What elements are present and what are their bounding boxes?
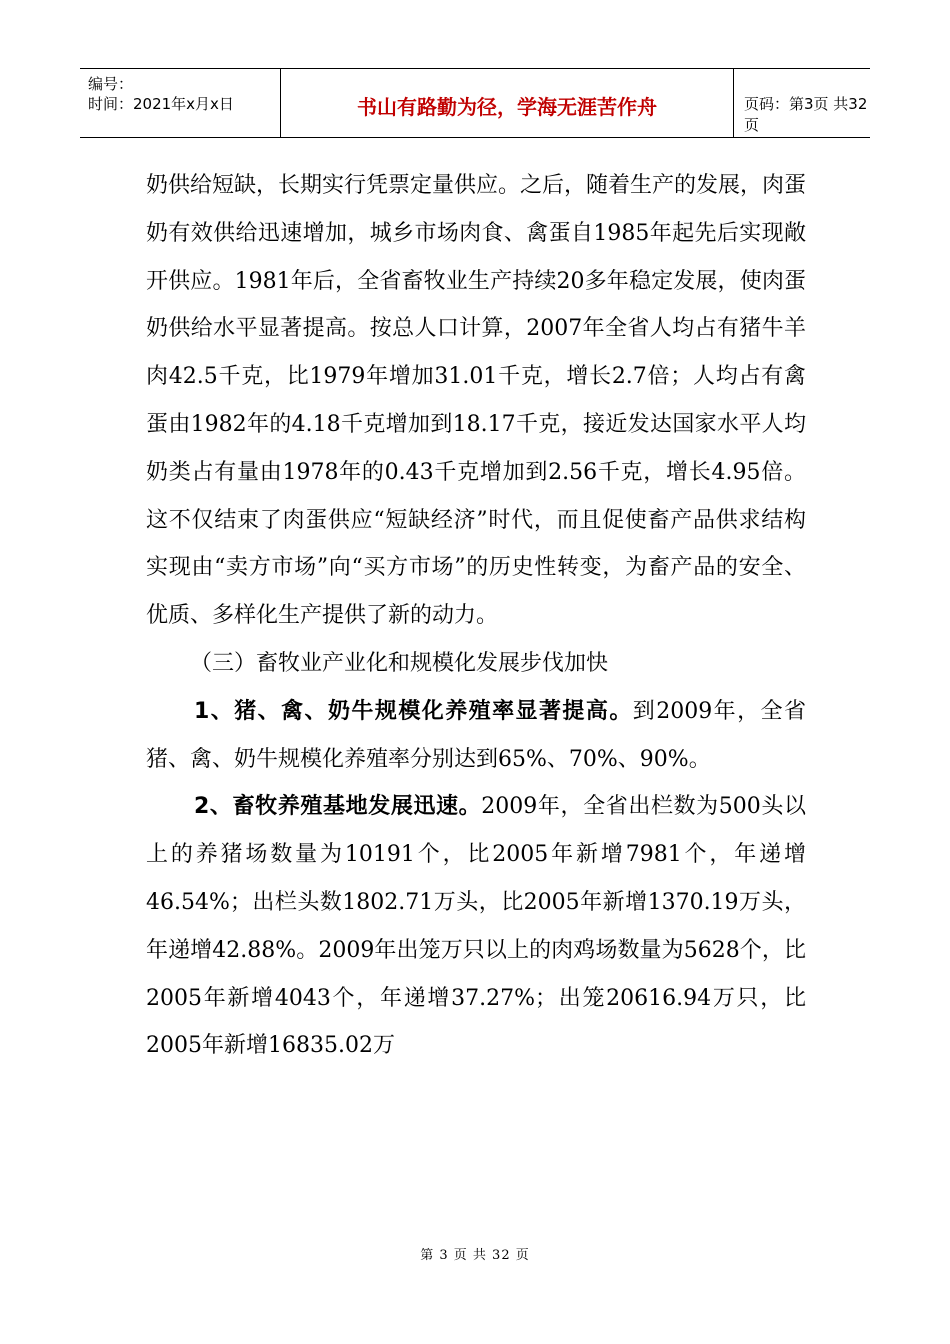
body-paragraph-item-1 — [146, 688, 806, 784]
page-header — [80, 68, 870, 138]
header-motto: 书山有路勤为径，学海无涯苦作舟 — [357, 95, 657, 119]
document-number-label: 编号： — [88, 75, 134, 93]
item-1-text: 到2009年，全省猪、禽、奶牛规模化养殖率分别达到65%、70%、90%。 — [146, 698, 806, 772]
body-paragraph-item-2 — [146, 783, 806, 1070]
document-time-label: 时间：2021年x月x日 — [88, 95, 234, 113]
page-footer: 第 3 页 共 32 页 — [420, 1248, 530, 1263]
document-body — [146, 162, 806, 1070]
header-page-label: 页码：第3页 共32页 — [744, 95, 868, 134]
section-subheading: （三）畜牧业产业化和规模化发展步伐加快 — [190, 650, 609, 676]
header-page-cell — [734, 69, 870, 137]
header-motto-cell — [281, 69, 734, 137]
item-2-text: 2009年，全省出栏数为500头以上的养猪场数量为10191个，比2005年新增7981个，年递增46.54%；出栏头数1802.71万头，比2005年新增1370.19万头，年递增42.88%。2009年出笼万只以上的肉鸡场数量为5628个，比2005年新增4043个，年递增37.27%；出笼20616.94万只，比2005年新增16835.02万 — [146, 794, 807, 1059]
item-2-title: 2、畜牧养殖基地发展迅速。 — [194, 794, 482, 820]
item-1-title: 1、猪、禽、奶牛规模化养殖率显著提高。 — [194, 698, 633, 724]
header-meta-cell — [80, 69, 281, 137]
body-paragraph-1: 奶供给短缺，长期实行凭票定量供应。之后，随着生产的发展，肉蛋奶有效供给迅速增加，城乡市场肉食、禽蛋自1985年起先后实现敞开供应。1981年后，全省畜牧业生产持续20多年稳定发展，使肉蛋奶供给水平显著提高。按总人口计算，2007年全省人均占有猪牛羊肉42.5千克，比1979年增加31.01千克，增长2.7倍；人均占有禽蛋由1982年的4.18千克增加到18.17千克，接近发达国家水平人均奶类占有量由1978年的0.43千克增加到2.56千克，增长4.95倍。这不仅结束了肉蛋供应“短缺经济”时代，而且促使畜产品供求结构实现由“卖方市场”向“买方市场”的历史性转变，为畜产品的安全、优质、多样化生产提供了新的动力。 — [146, 173, 807, 629]
